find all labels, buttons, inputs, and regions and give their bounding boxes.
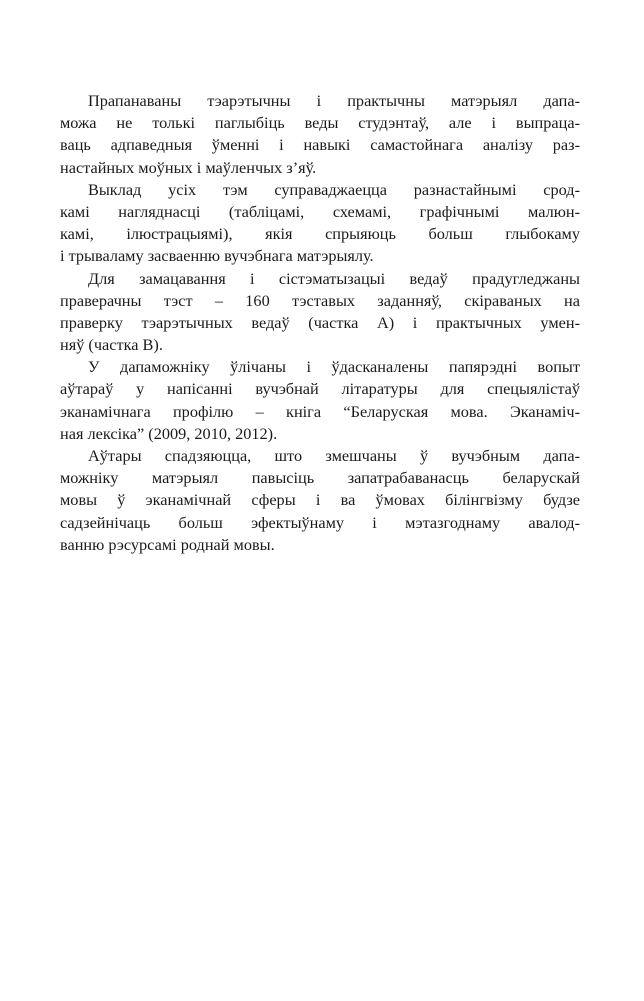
paragraph-line: праверачны тэст – 160 тэставых заданняў, скіраваных на (60, 290, 580, 310)
paragraph-line: ваць адпаведныя ўменні і навыкі самастойнага аналізу раз- (60, 135, 580, 155)
paragraph-line: можа не толькі паглыбіць веды студэнтаў, але і выпраца- (60, 113, 580, 133)
paragraph-line: мовы ў эканамічнай сферы і ва ўмовах білінгвізму будзе (60, 490, 580, 510)
page-body (60, 90, 580, 556)
paragraph-line: ванню рэсурсамі роднай мовы. (60, 534, 275, 554)
paragraph-line: Выклад усіх тэм суправаджаецца разнастайнымі срод- (88, 179, 580, 199)
paragraph-intro (60, 90, 580, 179)
paragraph-line: камі, ілюстрацыямі), якія спрыяюць больш глыбокаму (60, 224, 580, 244)
paragraph-conclusion (60, 445, 580, 556)
paragraph-line: камі нагляднасці (табліцамі, схемамі, графічнымі малюн- (60, 201, 580, 221)
paragraph-line: ная лексіка” (2009, 2010, 2012). (60, 423, 278, 443)
paragraph-line: Прапанаваны тэарэтычны і практычны матэрыял дапа- (88, 91, 580, 110)
paragraph-line: няў (частка В). (60, 335, 163, 355)
paragraph-line: Для замацавання і сістэматызацыі ведаў прадугледжаны (88, 268, 580, 288)
paragraph-experience (60, 356, 580, 445)
paragraph-line: настайных моўных і маўленчых з’яў. (60, 157, 317, 177)
paragraph-line: садзейнічаць больш эфектыўнаму і мэтазгоднаму авалод- (60, 512, 580, 532)
paragraph-line: эканамічнага профілю – кніга “Беларуская мова. Эканаміч- (60, 401, 580, 421)
paragraph-line: Аўтары спадзяюцца, што змешчаны ў вучэбным дапа- (88, 446, 580, 465)
paragraph-line: праверку тэарэтычных ведаў (частка А) і практычных умен- (60, 312, 580, 332)
paragraph-line: У дапаможніку ўлічаны і ўдасканалены папярэдні вопыт (88, 357, 580, 377)
paragraph-test (60, 268, 580, 357)
paragraph-visual-aids (60, 179, 580, 268)
paragraph-line: і трываламу засваенню вучэбнага матэрыялу. (60, 246, 374, 266)
paragraph-line: можніку матэрыял павысіць запатрабаванасць беларускай (60, 468, 580, 488)
paragraph-line: аўтараў у напісанні вучэбнай літаратуры для спецыялістаў (60, 379, 580, 399)
